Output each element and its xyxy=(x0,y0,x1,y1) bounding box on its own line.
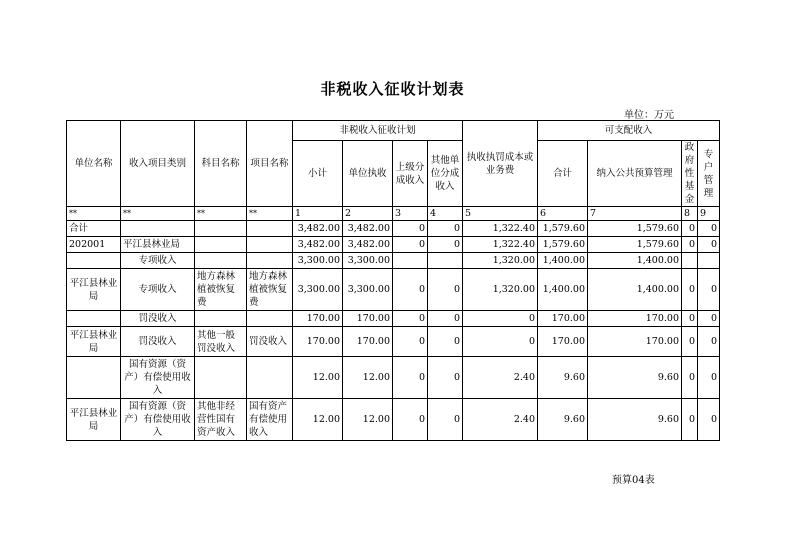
cell-upper-share: 0 xyxy=(393,311,428,327)
cell-enforcement-cost: 2.40 xyxy=(463,399,538,441)
cell-budget-income: 170.00 xyxy=(588,311,682,327)
cell-subject-name xyxy=(195,237,247,253)
cell-total: 1,400.00 xyxy=(538,269,588,311)
cell-gov-fund: 0 xyxy=(682,327,698,357)
cell-enforcement-cost: 2.40 xyxy=(463,357,538,399)
cell-subject-name: 地方森林植被恢复费 xyxy=(195,269,247,311)
cell-total: 170.00 xyxy=(538,327,588,357)
cell-total: 1,579.60 xyxy=(538,237,588,253)
cell-other-share: 0 xyxy=(428,357,463,399)
cell-subject-name: 其他一般罚没收入 xyxy=(195,327,247,357)
cell-revenue-type: 罚没收入 xyxy=(121,327,195,357)
cell-gov-fund: 0 xyxy=(682,399,698,441)
table-row xyxy=(67,327,720,357)
cell-unit-collect: 3,482.00 xyxy=(343,237,393,253)
cell-unit-name: 202001 xyxy=(67,237,121,253)
cell-gov-fund: 0 xyxy=(682,221,698,237)
cell-unit-collect: 12.00 xyxy=(343,399,393,441)
header-unit-collect: 单位执收 xyxy=(343,141,393,207)
cell-total: 9.60 xyxy=(538,399,588,441)
cell-subject-name: 其他非经营性国有资产收入 xyxy=(195,399,247,441)
header-enforcement-cost: 执收执罚成本或业务费 xyxy=(463,121,538,207)
index-cell: 3 xyxy=(393,207,428,221)
cell-unit-name xyxy=(67,357,121,399)
header-budget-income: 纳入公共预算管理 xyxy=(588,141,682,207)
header-subject-name: 科目名称 xyxy=(195,121,247,207)
cell-special-account: 0 xyxy=(698,327,720,357)
table-row xyxy=(67,311,720,327)
cell-revenue-type: 专项收入 xyxy=(121,269,195,311)
index-cell: 4 xyxy=(428,207,463,221)
cell-special-account: 0 xyxy=(698,357,720,399)
header-row-1 xyxy=(67,121,720,141)
cell-other-share: 0 xyxy=(428,221,463,237)
cell-project-name xyxy=(247,221,293,237)
cell-other-share: 0 xyxy=(428,327,463,357)
cell-unit-collect: 3,300.00 xyxy=(343,253,393,269)
index-cell: 9 xyxy=(698,207,720,221)
header-other-share: 其他单位分成收入 xyxy=(428,141,463,207)
cell-revenue-type xyxy=(121,221,195,237)
cell-unit-name: 平江县林业局 xyxy=(67,399,121,441)
index-cell: 1 xyxy=(293,207,343,221)
cell-budget-income: 1,579.60 xyxy=(588,221,682,237)
header-project-name: 项目名称 xyxy=(247,121,293,207)
cell-project-name xyxy=(247,311,293,327)
cell-unit-collect: 3,482.00 xyxy=(343,221,393,237)
header-special-account: 专户管理 xyxy=(698,141,720,207)
cell-other-share: 0 xyxy=(428,269,463,311)
cell-other-share xyxy=(428,253,463,269)
header-gov-fund: 政府性基金 xyxy=(682,141,698,207)
unit-label: 单位：万元 xyxy=(624,110,674,121)
table-row xyxy=(67,253,720,269)
cell-revenue-type: 专项收入 xyxy=(121,253,195,269)
index-cell: 7 xyxy=(588,207,682,221)
index-cell: ** xyxy=(195,207,247,221)
table-row xyxy=(67,357,720,399)
cell-subtotal: 170.00 xyxy=(293,327,343,357)
cell-subtotal: 3,300.00 xyxy=(293,253,343,269)
index-cell: ** xyxy=(247,207,293,221)
cell-upper-share: 0 xyxy=(393,237,428,253)
cell-subject-name xyxy=(195,311,247,327)
cell-upper-share: 0 xyxy=(393,327,428,357)
header-subtotal: 小计 xyxy=(293,141,343,207)
cell-special-account: 0 xyxy=(698,311,720,327)
cell-gov-fund: 0 xyxy=(682,269,698,311)
cell-subtotal: 12.00 xyxy=(293,399,343,441)
cell-subtotal: 3,300.00 xyxy=(293,269,343,311)
cell-project-name xyxy=(247,237,293,253)
cell-special-account: 0 xyxy=(698,237,720,253)
cell-special-account: 0 xyxy=(698,269,720,311)
header-collect-plan: 非税收入征收计划 xyxy=(293,121,463,141)
cell-upper-share: 0 xyxy=(393,269,428,311)
cell-unit-name xyxy=(67,311,121,327)
cell-enforcement-cost: 0 xyxy=(463,311,538,327)
cell-upper-share: 0 xyxy=(393,221,428,237)
cell-gov-fund: 0 xyxy=(682,237,698,253)
cell-unit-collect: 3,300.00 xyxy=(343,269,393,311)
revenue-plan-table xyxy=(66,120,720,441)
cell-gov-fund xyxy=(682,253,698,269)
cell-total: 9.60 xyxy=(538,357,588,399)
index-cell: ** xyxy=(121,207,195,221)
cell-project-name: 国有资产有偿使用收入 xyxy=(247,399,293,441)
cell-revenue-type: 平江县林业局 xyxy=(121,237,195,253)
table-row xyxy=(67,399,720,441)
cell-budget-income: 1,579.60 xyxy=(588,237,682,253)
cell-project-name: 地方森林植被恢复费 xyxy=(247,269,293,311)
cell-enforcement-cost: 1,322.40 xyxy=(463,221,538,237)
cell-special-account xyxy=(698,253,720,269)
cell-unit-name: 平江县林业局 xyxy=(67,269,121,311)
cell-subject-name xyxy=(195,357,247,399)
cell-budget-income: 9.60 xyxy=(588,399,682,441)
header-revenue-type: 收入项目类别 xyxy=(121,121,195,207)
cell-budget-income: 9.60 xyxy=(588,357,682,399)
cell-special-account: 0 xyxy=(698,399,720,441)
header-available-income: 可支配收入 xyxy=(538,121,720,141)
cell-project-name: 罚没收入 xyxy=(247,327,293,357)
table-row xyxy=(67,237,720,253)
cell-project-name xyxy=(247,253,293,269)
cell-subtotal: 3,482.00 xyxy=(293,237,343,253)
table-row xyxy=(67,269,720,311)
cell-special-account: 0 xyxy=(698,221,720,237)
cell-total: 1,579.60 xyxy=(538,221,588,237)
header-unit-name: 单位名称 xyxy=(67,121,121,207)
cell-revenue-type: 罚没收入 xyxy=(121,311,195,327)
cell-revenue-type: 国有资源（资产）有偿使用收入 xyxy=(121,357,195,399)
index-cell: 5 xyxy=(463,207,538,221)
cell-total: 1,400.00 xyxy=(538,253,588,269)
cell-unit-collect: 170.00 xyxy=(343,311,393,327)
header-total: 合计 xyxy=(538,141,588,207)
cell-subject-name xyxy=(195,221,247,237)
cell-upper-share: 0 xyxy=(393,399,428,441)
index-cell: 8 xyxy=(682,207,698,221)
cell-upper-share: 0 xyxy=(393,357,428,399)
index-cell: 6 xyxy=(538,207,588,221)
cell-unit-name xyxy=(67,253,121,269)
index-cell: ** xyxy=(67,207,121,221)
index-row xyxy=(67,207,720,221)
page-title: 非税收入征收计划表 xyxy=(320,80,465,98)
cell-unit-name: 平江县林业局 xyxy=(67,327,121,357)
cell-upper-share xyxy=(393,253,428,269)
cell-enforcement-cost: 1,320.00 xyxy=(463,269,538,311)
cell-budget-income: 1,400.00 xyxy=(588,253,682,269)
table-row xyxy=(67,221,720,237)
cell-enforcement-cost: 1,320.00 xyxy=(463,253,538,269)
cell-enforcement-cost: 1,322.40 xyxy=(463,237,538,253)
cell-subtotal: 12.00 xyxy=(293,357,343,399)
cell-unit-name: 合计 xyxy=(67,221,121,237)
cell-subtotal: 3,482.00 xyxy=(293,221,343,237)
cell-gov-fund: 0 xyxy=(682,357,698,399)
cell-total: 170.00 xyxy=(538,311,588,327)
cell-subtotal: 170.00 xyxy=(293,311,343,327)
header-upper-share: 上级分成收入 xyxy=(393,141,428,207)
cell-revenue-type: 国有资源（资产）有偿使用收入 xyxy=(121,399,195,441)
cell-unit-collect: 170.00 xyxy=(343,327,393,357)
cell-subject-name xyxy=(195,253,247,269)
cell-budget-income: 170.00 xyxy=(588,327,682,357)
table-code-label: 预算04表 xyxy=(612,475,655,486)
cell-project-name xyxy=(247,357,293,399)
cell-other-share: 0 xyxy=(428,311,463,327)
cell-unit-collect: 12.00 xyxy=(343,357,393,399)
cell-other-share: 0 xyxy=(428,237,463,253)
cell-budget-income: 1,400.00 xyxy=(588,269,682,311)
index-cell: 2 xyxy=(343,207,393,221)
cell-gov-fund: 0 xyxy=(682,311,698,327)
cell-enforcement-cost: 0 xyxy=(463,327,538,357)
cell-other-share: 0 xyxy=(428,399,463,441)
